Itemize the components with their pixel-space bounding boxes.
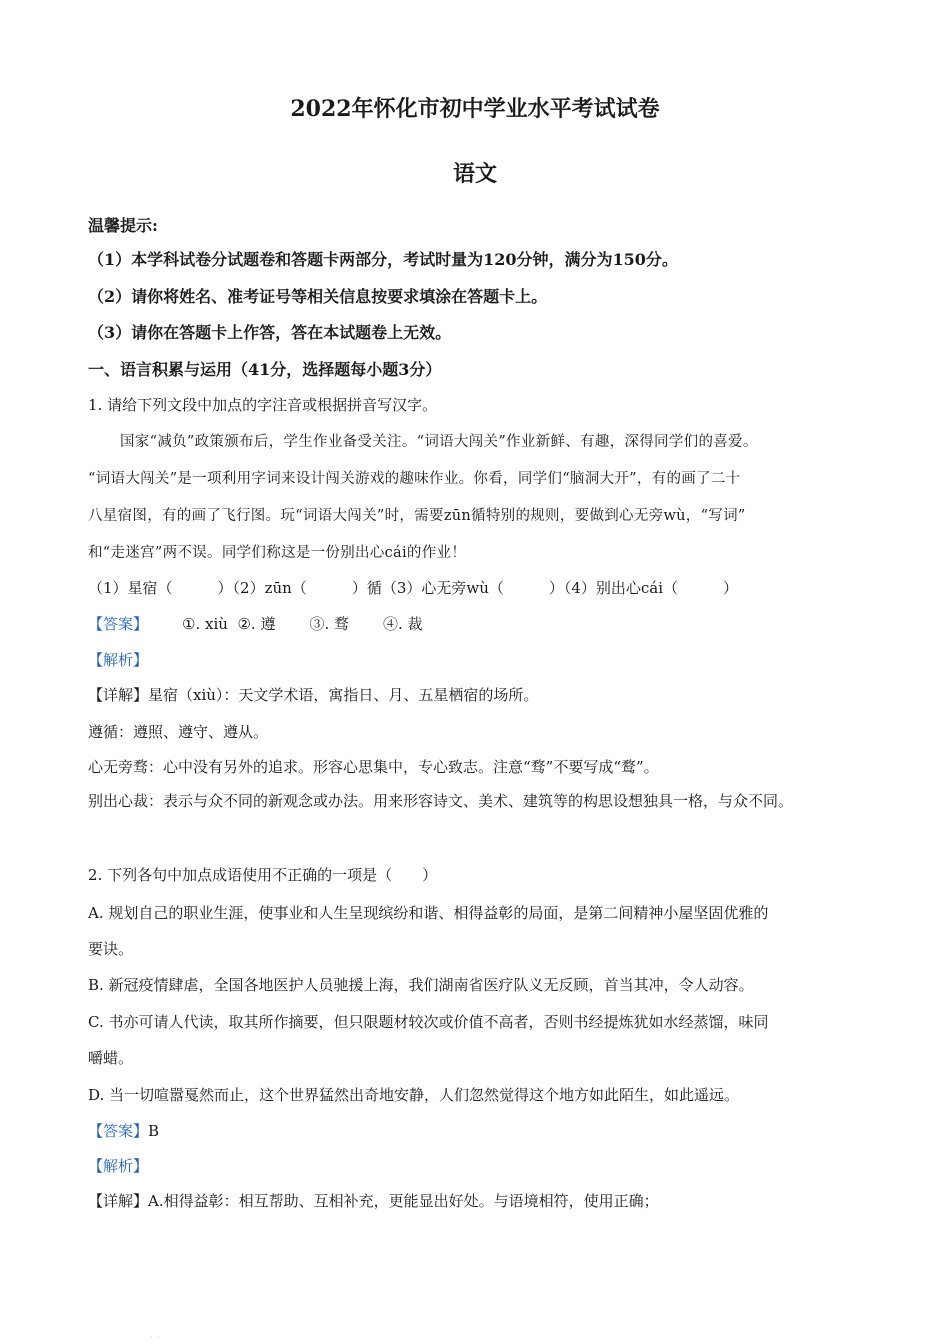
option-b: B. 新冠疫情肆虐，全国各地医护人员驰援上海，我们湖南省医疗队义无反顾，首当其冲，令人动容。 — [88, 976, 754, 994]
answer-item: ②. 遵 — [237, 615, 276, 633]
answer-row — [88, 613, 423, 634]
option-a: A. 规划自己的职业生涯，使事业和人生呈现缤纷和谐、相得益彰的局面，是第二间精神小屋坚固优雅的 — [88, 904, 769, 922]
section-heading: 一、语言积累与运用（41分，选择题每小题3分） — [88, 360, 442, 379]
answer-item: ①. xiù — [182, 615, 228, 633]
passage-line: “词语大闯关”是一项利用字词来设计闯关游戏的趣味作业。你看，同学们“脑洞大开”，有的画了二十 — [88, 471, 741, 487]
passage-line: 八星宿图，有的画了飞行图。玩“词语大闯关”时，需要zūn循特别的规则，要做到心无旁wù，“写词” — [88, 508, 746, 524]
option-a-cont: 要诀。 — [88, 940, 134, 958]
tips-heading: 温馨提示: — [88, 216, 158, 235]
answer-tag: 【答案】 — [88, 1122, 149, 1140]
detail-text: A.相得益彰：相互帮助、互相补充，更能显出好处。与语境相符，使用正确； — [148, 1192, 659, 1210]
analysis-tag: 【解析】 — [88, 651, 149, 669]
answer-row — [88, 1120, 159, 1141]
option-d: D. 当一切喧嚣戛然而止，这个世界猛然出奇地安静，人们忽然觉得这个地方如此陌生，如此遥远。 — [88, 1086, 740, 1104]
detail-line: 别出心裁：表示与众不同的新观念或办法。用来形容诗文、美术、建筑等的构思设想独具一格，与众不同。 — [88, 792, 794, 810]
passage-line: 和“走迷宫”两不误。同学们称这是一份别出心cái的作业！ — [88, 545, 467, 561]
tip-item: （3）请你在答题卡上作答，答在本试题卷上无效。 — [88, 323, 452, 342]
analysis-tag: 【解析】 — [88, 1157, 149, 1175]
tip-item: （2）请你将姓名、准考证号等相关信息按要求填涂在答题卡上。 — [88, 287, 548, 306]
detail-line: 【详解】星宿（xiù）：天文学术语，寓指日、月、五星栖宿的场所。 — [88, 686, 539, 704]
answer-item: ④. 裁 — [383, 615, 423, 633]
option-c: C. 书亦可请人代读，取其所作摘要，但只限题材较次或价值不高者，否则书经提炼犹如水经蒸馏，味同 — [88, 1013, 769, 1031]
detail-tag: 【详解】 — [88, 1192, 149, 1210]
answer-value: B — [148, 1122, 160, 1140]
question-2-stem: 2. 下列各句中加点成语使用不正确的一项是（ ） — [88, 866, 438, 884]
answer-tag: 【答案】 — [88, 615, 149, 633]
answer-item: ③. 骛 — [309, 615, 349, 633]
exam-title: 2022年怀化市初中学业水平考试试卷 — [290, 96, 660, 122]
detail-line — [88, 1190, 659, 1211]
passage-line: 国家“减负”政策颁布后，学生作业备受关注。“词语大闯关”作业新鲜、有趣，深得同学们的喜爱。 — [120, 434, 758, 450]
detail-line: 心无旁骛：心中没有另外的追求。形容心思集中，专心致志。注意“骛”不要写成“鹜”。 — [88, 758, 659, 776]
tip-item: （1）本学科试卷分试题卷和答题卡两部分，考试时量为120分钟，满分为150分。 — [88, 250, 678, 269]
question-1-stem: 1. 请给下列文段中加点的字注音或根据拼音写汉字。 — [88, 396, 438, 414]
footer-dots: · · — [150, 1333, 161, 1342]
option-c-cont: 嚼蜡。 — [88, 1049, 134, 1067]
fill-blanks: （1）星宿（ ）（2）zūn（ ）循（3）心无旁wù（ ）（4）别出心cái（ ） — [88, 579, 739, 597]
subject-title: 语文 — [452, 161, 497, 187]
detail-line: 遵循：遵照、遵守、遵从。 — [88, 723, 269, 741]
